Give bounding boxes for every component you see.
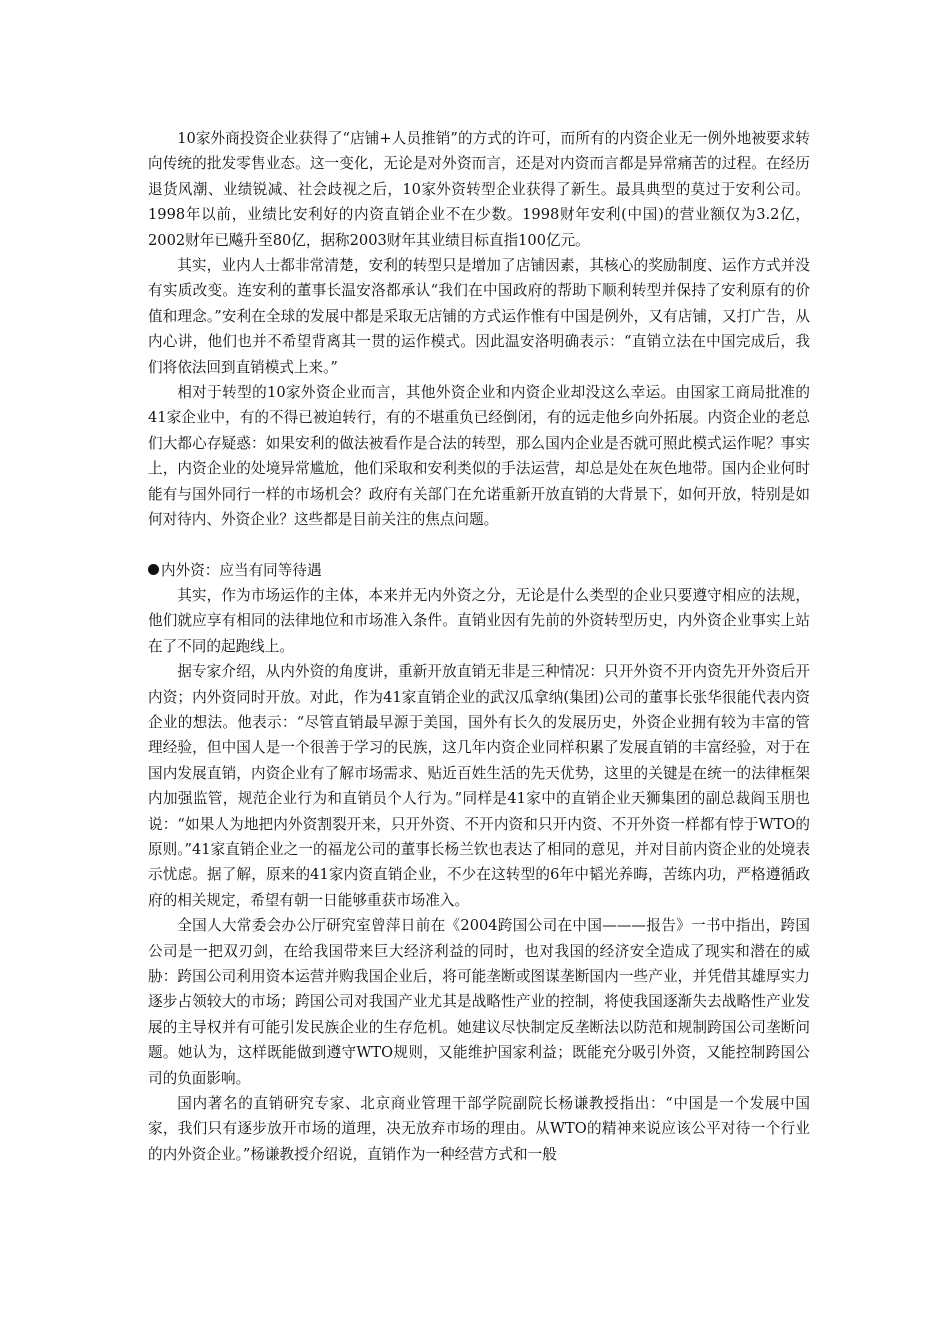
paragraph-equal-treatment: 其实，作为市场运作的主体，本来并无内外资之分，无论是什么类型的企业只要遵守相应的法规，他们就应享有相同的法律地位和市场准入条件。直销业因有先前的外资转型历史，内外资企业事实上站在了不同的起跑线上。 (148, 586, 810, 655)
section-heading (148, 558, 810, 583)
section-gap (148, 533, 810, 558)
paragraph-professor-view: 国内著名的直销研究专家、北京商业管理干部学院副院长杨谦教授指出：“中国是一个发展中国家，我们只有逐步放开市场的道理，决无放弃市场的理由。从WTO的精神来说应该公平对待一个行业的内外资企业。”杨谦教授介绍说，直销作为一种经营方式和一般 (148, 1095, 810, 1163)
section-heading-text: 内外资：应当有同等待遇 (161, 561, 322, 579)
paragraph-foreign-transition: 10家外商投资企业获得了“店铺+人员推销”的方式的许可，而所有的内资企业无一例外地被要求转向传统的批发零售业态。这一变化，无论是对外资而言，还是对内资而言都是异常痛苦的过程。在经历退货风潮、业绩锐减、社会歧视之后，10家外资转型企业获得了新生。最具典型的莫过于安利公司。1998年以前，业绩比安利好的内资直销企业不在少数。1998财年安利(中国)的营业额仅为3.2亿，2002财年已飚升至80亿，据称2003财年其业绩目标直指100亿元。 (148, 130, 810, 249)
document-page (148, 126, 810, 1167)
paragraph-expert-opinion: 据专家介绍，从内外资的角度讲，重新开放直销无非是三种情况：只开外资不开内资先开外资后开内资；内外资同时开放。对此，作为41家直销企业的武汉瓜拿纳(集团)公司的董事长张华很能代表内资企业的想法。他表示：“尽管直销最早源于美国，国外有长久的发展历史，外资企业拥有较为丰富的管理经验，但中国人是一个很善于学习的民族，这几年内资企业同样积累了发展直销的丰富经验，对于在国内发展直销，内资企业有了解市场需求、贴近百姓生活的先天优势，这里的关键是在统一的法律框架内加强监管，规范企业行为和直销员个人行为。”同样是41家中的直销企业天狮集团的副总裁阎玉朋也说：“如果人为地把内外资割裂开来，只开外资、不开内资和只开内资、不开外资一样都有悖于WTO的原则。”41家直销企业之一的福龙公司的董事长杨兰钦也表达了相同的意见，并对目前内资企业的处境表示忧虑。据了解，原来的41家内资直销企业，不少在这转型的6年中韬光养晦，苦练内功，严格遵循政府的相关规定，希望有朝一日能够重获市场准入。 (148, 663, 810, 909)
paragraph-domestic-difficulty: 相对于转型的10家外资企业而言，其他外资企业和内资企业却没这么幸运。由国家工商局批准的41家企业中，有的不得已被迫转行，有的不堪重负已经倒闭，有的远走他乡向外拓展。内资企业的老总们大都心存疑惑：如果安利的做法被看作是合法的转型，那么国内企业是否就可照此模式运作呢？事实上，内资企业的处境异常尴尬，他们采取和安利类似的手法运营，却总是处在灰色地带。国内企业何时能有与国外同行一样的市场机会？政府有关部门在允诺重新开放直销的大背景下，如何开放，特别是如何对待内、外资企业？这些都是目前关注的焦点问题。 (148, 384, 810, 529)
bullet-icon (148, 564, 159, 575)
paragraph-amway-transition: 其实，业内人士都非常清楚，安利的转型只是增加了店铺因素，其核心的奖励制度、运作方式并没有实质改变。连安利的董事长温安洛都承认“我们在中国政府的帮助下顺利转型并保持了安利原有的价值和理念。”安利在全球的发展中都是采取无店铺的方式运作惟有中国是例外，又有店铺，又打广告，从内心讲，他们也并不希望背离其一贯的运作模式。因此温安洛明确表示：“直销立法在中国完成后，我们将依法回到直销模式上来。” (148, 257, 810, 376)
paragraph-multinational-report: 全国人大常委会办公厅研究室曾萍日前在《2004跨国公司在中国———报告》一书中指出，跨国公司是一把双刃剑，在给我国带来巨大经济利益的同时，也对我国的经济安全造成了现实和潜在的威胁：跨国公司利用资本运营并购我国企业后，将可能垄断或图谋垄断国内一些产业，并凭借其雄厚实力逐步占领较大的市场；跨国公司对我国产业尤其是战略性产业的控制，将使我国逐渐失去战略性产业发展的主导权并有可能引发民族企业的生存危机。她建议尽快制定反垄断法以防范和规制跨国公司垄断问题。她认为，这样既能做到遵守WTO规则，又能维护国家利益；既能充分吸引外资，又能控制跨国公司的负面影响。 (148, 917, 810, 1087)
